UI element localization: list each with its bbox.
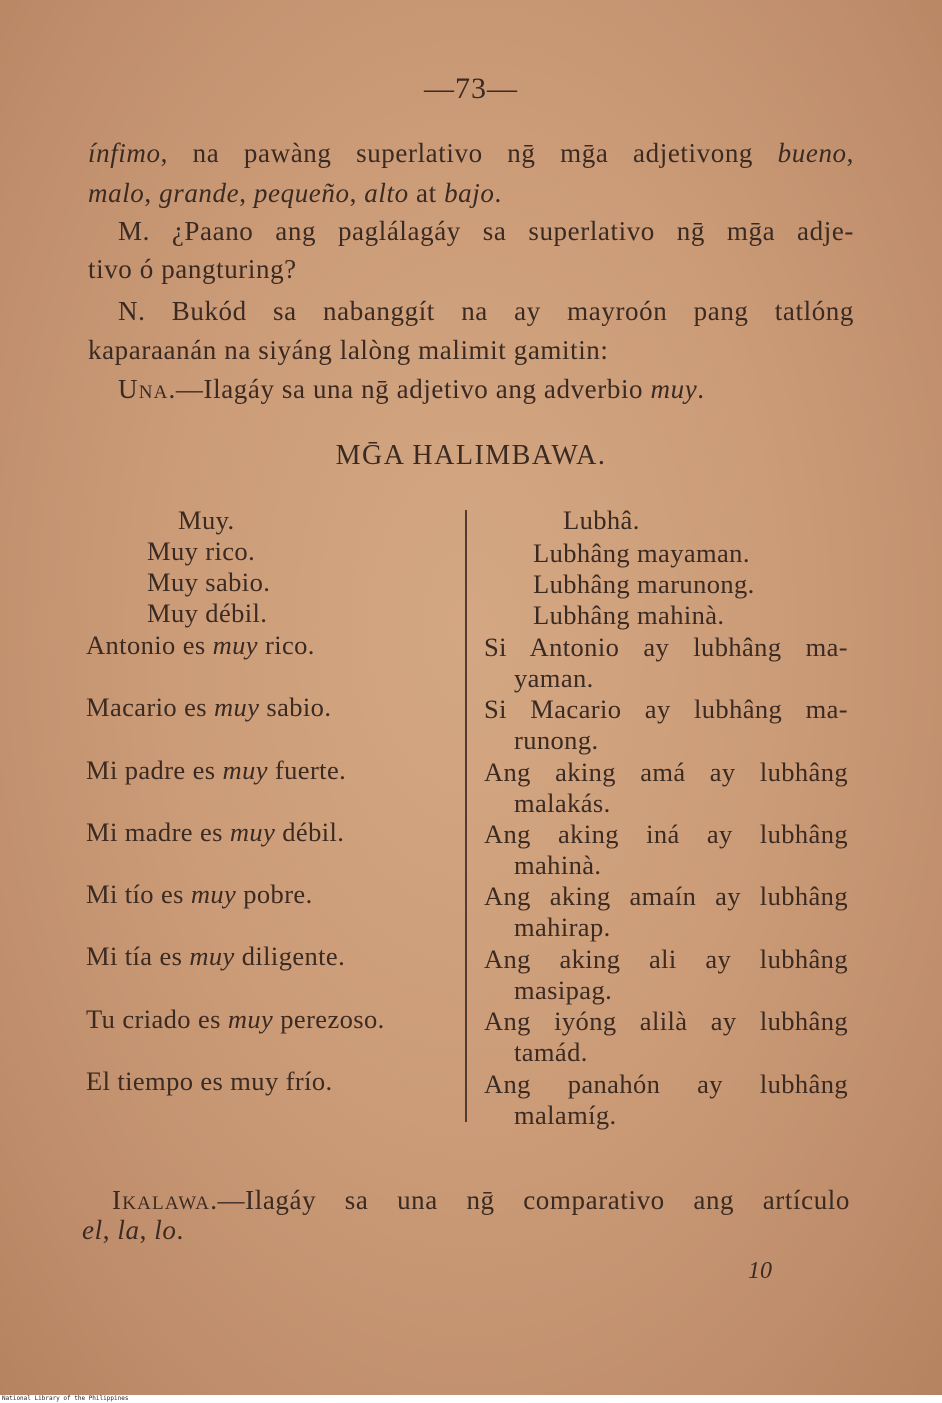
right-row-8a: Ang aking iná ay lubhâng bbox=[484, 819, 848, 849]
text-run: perezoso. bbox=[273, 1004, 385, 1034]
text-run: Mi tía es bbox=[86, 941, 190, 971]
text-run: , bbox=[349, 178, 365, 208]
left-row-12: El tiempo es muy frío. bbox=[86, 1066, 333, 1096]
left-row-5 bbox=[86, 630, 315, 661]
text-run: . bbox=[494, 178, 502, 208]
text-run: .—Ilagáy sa una nḡ adjetivo ang adverbio bbox=[168, 374, 651, 404]
right-row-10b: masipag. bbox=[514, 975, 613, 1005]
italic-word: el bbox=[82, 1215, 103, 1245]
italic-word: muy bbox=[212, 630, 258, 660]
intro-line-3: M. ¿Paano ang paglálagáy sa superlativo nḡ mḡa adje- bbox=[118, 216, 854, 246]
text-run: diligente. bbox=[234, 941, 346, 971]
intro-line-5: N. Bukód sa nabanggít na ay mayroón pang tatlóng bbox=[118, 296, 854, 326]
text-run: rico. bbox=[257, 630, 315, 660]
text-run: Macario es bbox=[86, 692, 215, 722]
italic-word: bueno bbox=[777, 138, 847, 168]
text-run: . bbox=[176, 1215, 184, 1245]
small-caps-word: Ikalawa bbox=[112, 1185, 211, 1215]
text-run: , bbox=[846, 138, 854, 168]
italic-word: muy bbox=[222, 755, 268, 785]
text-run: , bbox=[102, 1215, 118, 1245]
right-row-11b: tamád. bbox=[514, 1037, 588, 1067]
text-run: , na pawàng superlativo nḡ mḡa adjetivong bbox=[160, 138, 778, 168]
text-run: Tu criado es bbox=[86, 1004, 228, 1034]
intro-line-2 bbox=[88, 178, 502, 209]
text-run: .—Ilagáy sa una nḡ comparativo ang artículo bbox=[210, 1185, 850, 1215]
right-row-6a: Si Macario ay lubhâng ma- bbox=[484, 694, 848, 724]
italic-word: muy bbox=[650, 374, 698, 404]
text-run: , bbox=[144, 178, 160, 208]
italic-word: bajo bbox=[444, 178, 495, 208]
text-run: Mi tío es bbox=[86, 879, 191, 909]
text-run: sabio. bbox=[259, 692, 332, 722]
italic-word: muy bbox=[190, 879, 237, 909]
text-run: at bbox=[408, 178, 445, 208]
left-row-2: Muy rico. bbox=[147, 536, 256, 566]
page-number: —73— bbox=[424, 72, 518, 105]
text-run: Mi madre es bbox=[86, 817, 230, 847]
text-run: débil. bbox=[275, 817, 345, 847]
left-row-3: Muy sabio. bbox=[147, 567, 271, 597]
italic-word: muy bbox=[214, 692, 260, 722]
text-run: , bbox=[239, 178, 254, 208]
right-row-2: Lubhâng mayaman. bbox=[533, 538, 750, 568]
left-row-8 bbox=[86, 817, 344, 848]
right-row-6b: runong. bbox=[514, 725, 599, 755]
italic-word: muy bbox=[227, 1004, 274, 1034]
section-heading: MḠA HALIMBAWA. bbox=[335, 440, 607, 471]
italic-word: ínfimo bbox=[88, 138, 161, 168]
right-row-5a: Si Antonio ay lubhâng ma- bbox=[484, 632, 848, 662]
right-row-7a: Ang aking amá ay lubhâng bbox=[484, 757, 848, 787]
italic-word: pequeño bbox=[253, 178, 350, 208]
intro-line-6: kaparaanán na siyáng lalòng malimit gamitin: bbox=[88, 335, 609, 365]
italic-word: grande bbox=[159, 178, 240, 208]
left-row-11 bbox=[86, 1004, 385, 1035]
small-caps-word: Una bbox=[118, 374, 169, 404]
outro-line-1 bbox=[112, 1185, 850, 1216]
right-row-9b: mahirap. bbox=[514, 912, 611, 942]
left-row-6 bbox=[86, 692, 331, 723]
right-row-8b: mahinà. bbox=[514, 850, 602, 880]
italic-word: la bbox=[117, 1215, 140, 1245]
left-row-10 bbox=[86, 941, 345, 972]
column-divider bbox=[465, 510, 467, 1122]
right-row-3: Lubhâng marunong. bbox=[533, 569, 755, 599]
left-row-4: Muy débil. bbox=[147, 598, 268, 628]
right-row-9a: Ang aking amaín ay lubhâng bbox=[484, 881, 848, 911]
intro-line-7 bbox=[118, 374, 705, 405]
text-run: pobre. bbox=[236, 879, 313, 909]
left-row-7 bbox=[86, 755, 346, 786]
intro-line-4: tivo ó pangturing? bbox=[88, 254, 297, 284]
text-run: , bbox=[139, 1215, 155, 1245]
text-run: Mi padre es bbox=[86, 755, 223, 785]
right-row-1: Lubhâ. bbox=[563, 505, 640, 535]
left-row-1: Muy. bbox=[178, 505, 235, 535]
right-row-4: Lubhâng mahinà. bbox=[533, 600, 725, 630]
archive-footer: National Library of the Philippines bbox=[0, 1395, 942, 1403]
italic-word: muy bbox=[229, 817, 276, 847]
text-run: Antonio es bbox=[86, 630, 213, 660]
text-run: fuerte. bbox=[267, 755, 347, 785]
right-row-5b: yaman. bbox=[514, 663, 594, 693]
left-row-9 bbox=[86, 879, 313, 910]
intro-line-1 bbox=[88, 138, 854, 169]
italic-word: malo bbox=[88, 178, 145, 208]
italic-word: muy bbox=[189, 941, 235, 971]
right-row-12b: malamíg. bbox=[514, 1100, 617, 1130]
right-row-10a: Ang aking ali ay lubhâng bbox=[484, 944, 848, 974]
outro-line-2 bbox=[82, 1215, 184, 1246]
right-row-12a: Ang panahón ay lubhâng bbox=[484, 1069, 848, 1099]
text-run: . bbox=[697, 374, 705, 404]
right-row-11a: Ang iyóng alilà ay lubhâng bbox=[484, 1006, 848, 1036]
italic-word: alto bbox=[364, 178, 409, 208]
right-row-7b: malakás. bbox=[514, 788, 611, 818]
signature-mark: 10 bbox=[748, 1258, 772, 1284]
italic-word: lo bbox=[154, 1215, 177, 1245]
